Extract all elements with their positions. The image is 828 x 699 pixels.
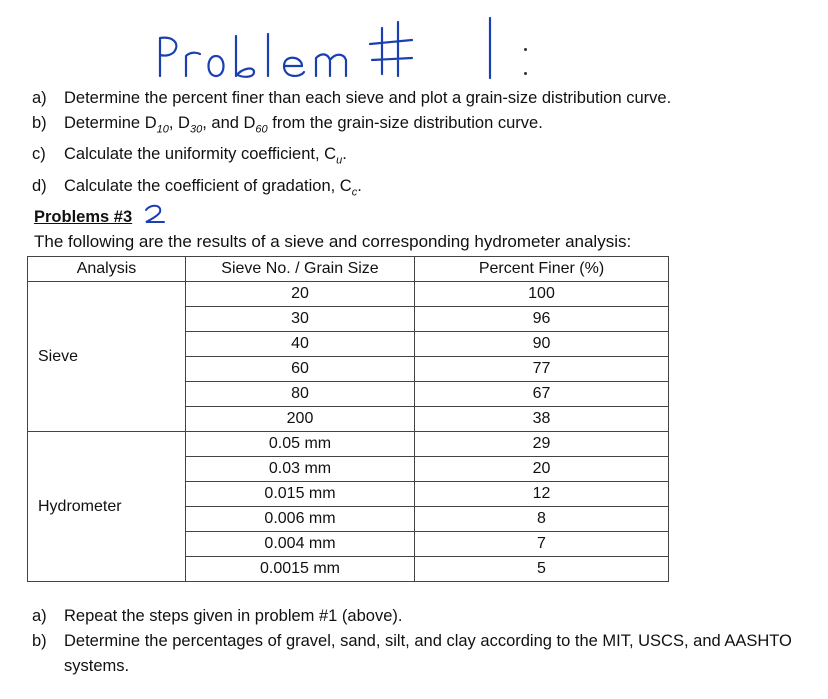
table-row: 200 38 <box>28 407 669 432</box>
table-row: 0.004 mm 7 <box>28 532 669 557</box>
table-row: 0.006 mm 8 <box>28 507 669 532</box>
handwritten-two <box>140 202 170 228</box>
header-percent-finer: Percent Finer (%) <box>415 257 669 282</box>
table-row: 0.03 mm 20 <box>28 457 669 482</box>
table-row: Sieve 20 100 <box>28 282 669 307</box>
handwritten-title <box>150 8 570 88</box>
list-item: c) Calculate the uniformity coefficient, $C_u$. <box>32 145 347 167</box>
problem2-list <box>32 604 802 679</box>
intro-text: The following are the results of a sieve and corresponding hydrometer analysis: <box>34 232 632 251</box>
problem1-list <box>32 86 671 205</box>
list-item: a) Repeat the steps given in problem #1 (above). <box>32 607 403 625</box>
table-row: 30 96 <box>28 307 669 332</box>
table-row: 0.015 mm 12 <box>28 482 669 507</box>
table-row: Hydrometer 0.05 mm 29 <box>28 432 669 457</box>
header-sieve-size: Sieve No. / Grain Size <box>186 257 415 282</box>
list-item: b) Determine $D_{10}$, $D_{30}$, and $D_{60}$ from the grain-size distribution curve. <box>32 114 543 136</box>
table-row: 80 67 <box>28 382 669 407</box>
table-row: 0.0015 mm 5 <box>28 557 669 582</box>
group-hydrometer: Hydrometer <box>28 432 186 582</box>
list-item: a) Determine the percent finer than each sieve and plot a grain-size distribution curve. <box>32 89 672 107</box>
header-analysis: Analysis <box>28 257 186 282</box>
results-table <box>27 256 669 582</box>
problems-heading: Problems #3 <box>34 208 133 226</box>
list-item: b) Determine the percentages of gravel, sand, silt, and clay according to the MIT, USCS, and AASHTO systems. <box>32 632 792 675</box>
table-row: 60 77 <box>28 357 669 382</box>
group-sieve: Sieve <box>28 282 186 432</box>
table-header-row <box>28 257 669 282</box>
list-item: d) Calculate the coefficient of gradation, $C_c$. <box>32 176 362 198</box>
table-row: 40 90 <box>28 332 669 357</box>
